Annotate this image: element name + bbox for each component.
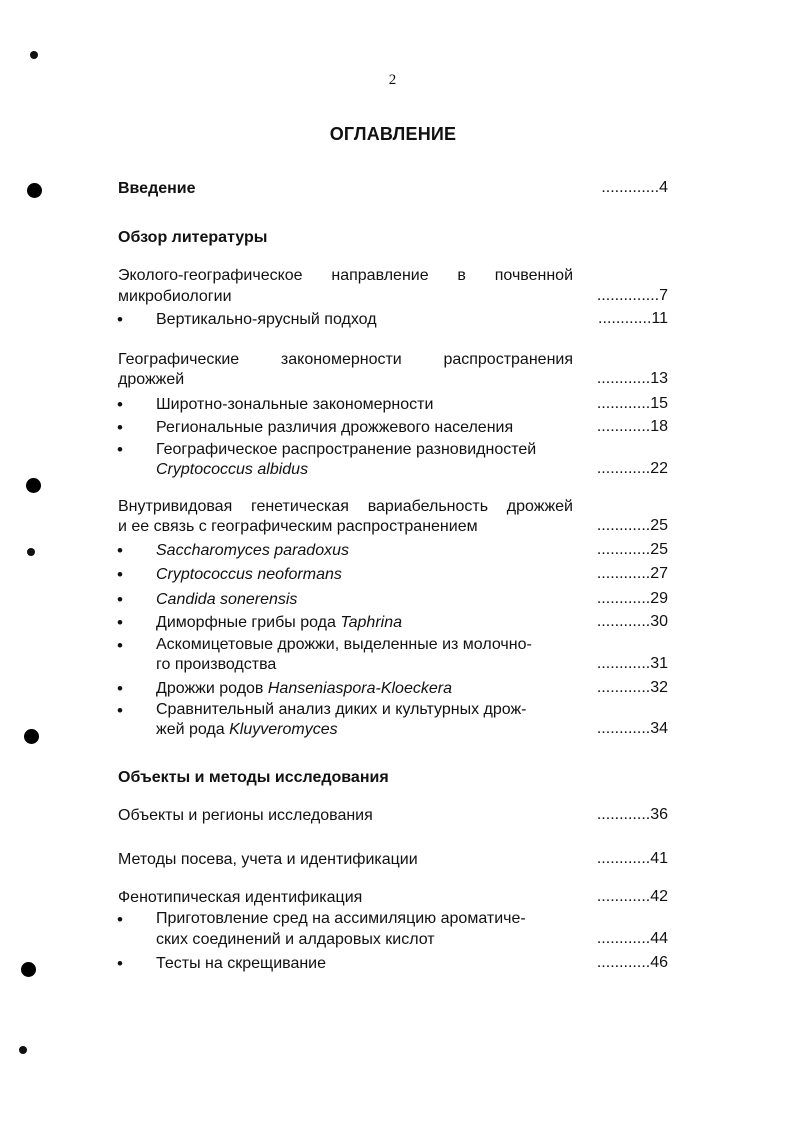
toc-variability-line1: Внутривидовая генетическая вариабельность дрожжей xyxy=(118,498,573,515)
page-title: ОГЛАВЛЕНИЕ xyxy=(329,124,457,144)
toc-item-label-text: Диморфные грибы рода xyxy=(156,614,341,631)
toc-item-page: ............44 xyxy=(596,930,668,947)
toc-item-label: Вертикально-ярусный подход xyxy=(156,311,377,328)
toc-eco-geo-line2: микробиологии xyxy=(118,288,232,305)
toc-variability-page: ............25 xyxy=(596,517,668,534)
toc-item-page: ............15 xyxy=(596,395,668,412)
bullet: • xyxy=(117,440,123,459)
toc-item-page: ............32 xyxy=(596,679,668,696)
toc-item-label: Аскомицетовые дрожжи, выделенные из молочно- xyxy=(156,636,532,653)
toc-eco-geo-page: ..............7 xyxy=(596,287,668,304)
toc-item-label-text: Дрожжи родов xyxy=(156,680,268,697)
toc-item-label: Региональные различия дрожжевого населения xyxy=(156,419,514,436)
toc-item-label: Saccharomyces paradoxus xyxy=(156,542,349,559)
toc-objects-label: Объекты и регионы исследования xyxy=(118,807,373,824)
bullet: • xyxy=(117,590,123,609)
toc-item-label: Приготовление сред на ассимиляцию ароматиче- xyxy=(156,910,526,927)
toc-item-page: ............29 xyxy=(596,590,668,607)
toc-item-label-italic: Taphrina xyxy=(340,614,403,631)
toc-item-label-italic: Kluyveromyces xyxy=(229,721,338,738)
punch-hole xyxy=(21,962,36,977)
toc-sowing-page: ............41 xyxy=(596,850,668,867)
toc-item-page: ............34 xyxy=(596,720,668,737)
toc-item-label-cont: ских соединений и алдаровых кислот xyxy=(156,931,435,948)
toc-item-label-cont: го производства xyxy=(156,656,277,673)
bullet: • xyxy=(117,636,123,655)
scan-speck xyxy=(27,548,35,556)
page-number: 2 xyxy=(388,72,397,88)
toc-item-page: ............30 xyxy=(596,613,668,630)
toc-item-label: Сравнительный анализ диких и культурных дрож- xyxy=(156,701,527,718)
toc-item-page: ............11 xyxy=(598,310,668,327)
bullet: • xyxy=(117,395,123,414)
toc-item-page: ............25 xyxy=(596,541,668,558)
scan-speck xyxy=(30,51,38,59)
toc-geo-line2: дрожжей xyxy=(118,371,185,388)
toc-item-label: Candida sonerensis xyxy=(156,591,298,608)
toc-objects-page: ............36 xyxy=(596,806,668,823)
toc-intro-page: .............4 xyxy=(601,179,668,196)
toc-item-label-cont: Cryptococcus albidus xyxy=(156,461,309,478)
toc-sowing-label: Методы посева, учета и идентификации xyxy=(118,851,418,868)
bullet: • xyxy=(117,565,123,584)
toc-item-label-cont xyxy=(156,720,338,740)
bullet: • xyxy=(117,701,123,720)
bullet: • xyxy=(117,613,123,632)
bullet: • xyxy=(117,418,123,437)
punch-hole xyxy=(26,478,41,493)
toc-item-label-italic: Hanseniaspora-Kloeckera xyxy=(267,680,452,697)
toc-intro-label: Введение xyxy=(118,180,196,197)
toc-item-label: Cryptococcus neoformans xyxy=(156,566,342,583)
scan-speck xyxy=(19,1046,27,1054)
punch-hole xyxy=(27,183,42,198)
bullet: • xyxy=(117,679,123,698)
bullet: • xyxy=(117,954,123,973)
toc-item-label: Тесты на скрещивание xyxy=(156,955,327,972)
toc-eco-geo-line1: Эколого-географическое направление в почвенной xyxy=(118,267,573,284)
toc-item-label-text: жей рода xyxy=(156,721,230,738)
bullet: • xyxy=(117,310,123,329)
section-heading-methods: Объекты и методы исследования xyxy=(118,769,389,786)
toc-item-label xyxy=(156,613,402,633)
toc-item-page: ............46 xyxy=(596,954,668,971)
toc-variability-line2: и ее связь с географическим распространением xyxy=(118,518,478,535)
toc-item-label xyxy=(156,679,452,699)
punch-hole xyxy=(24,729,39,744)
toc-item-label: Географическое распространение разновидностей xyxy=(156,441,537,458)
toc-phenotypic-page: ............42 xyxy=(596,888,668,905)
section-heading-review: Обзор литературы xyxy=(118,229,268,246)
toc-geo-line1: Географические закономерности распространения xyxy=(118,351,573,368)
bullet: • xyxy=(117,541,123,560)
toc-item-page: ............22 xyxy=(596,460,668,477)
toc-geo-page: ............13 xyxy=(596,370,668,387)
toc-item-label: Широтно-зональные закономерности xyxy=(156,396,434,413)
toc-item-page: ............27 xyxy=(596,565,668,582)
toc-phenotypic-label: Фенотипическая идентификация xyxy=(118,889,363,906)
bullet: • xyxy=(117,910,123,929)
toc-item-page: ............31 xyxy=(596,655,668,672)
toc-item-page: ............18 xyxy=(596,418,668,435)
